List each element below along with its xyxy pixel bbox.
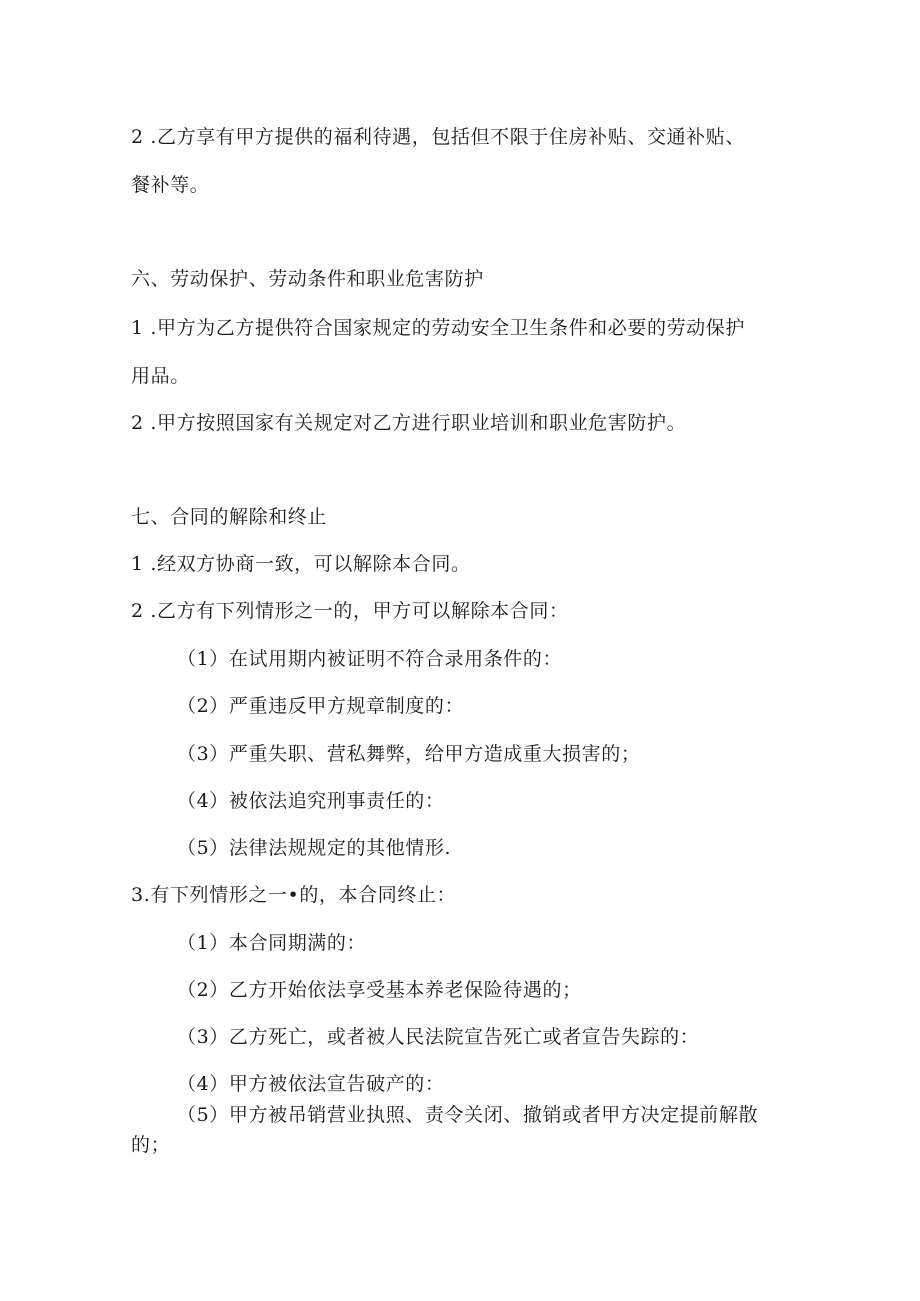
- paragraph-line: 2 .乙方有下列情形之一的，甲方可以解除本合同：: [131, 600, 569, 622]
- list-item: （2）严重违反甲方规章制度的：: [177, 695, 465, 717]
- paragraph-line: 2 .甲方按照国家有关规定对乙方进行职业培训和职业危害防护。: [131, 412, 687, 434]
- section-heading: 六、劳动保护、劳动条件和职业危害防护: [131, 268, 484, 290]
- list-item: （3）乙方死亡，或者被人民法院宣告死亡或者宣告失踪的：: [177, 1026, 700, 1048]
- list-item: （5）法律法规规定的其他情形.: [177, 837, 452, 859]
- paragraph-line: 1 .甲方为乙方提供符合国家规定的劳动安全卫生条件和必要的劳动保护: [131, 317, 745, 339]
- list-item: （2）乙方开始依法享受基本养老保险待遇的；: [177, 979, 582, 1001]
- paragraph-line: 餐补等。: [131, 174, 210, 196]
- list-item: （1）本合同期满的：: [177, 932, 367, 954]
- list-item: （4）甲方被依法宣告破产的：: [177, 1073, 445, 1095]
- section-heading: 七、合同的解除和终止: [131, 506, 328, 528]
- paragraph-line: 用品。: [131, 365, 190, 387]
- list-item: （4）被依法追究刑事责任的：: [177, 790, 445, 812]
- paragraph-line: 3.有下列情形之一•的，本合同终止：: [131, 884, 457, 906]
- paragraph-line: 1 .经双方协商一致，可以解除本合同。: [131, 553, 471, 575]
- list-item: （1）在试用期内被证明不符合录用条件的：: [177, 648, 563, 670]
- paragraph-line: 2 .乙方享有甲方提供的福利待遇，包括但不限于住房补贴、交通补贴、: [131, 126, 745, 148]
- paragraph-line: 的；: [131, 1134, 171, 1156]
- list-item: （5）甲方被吊销营业执照、责令关闭、撤销或者甲方决定提前解散: [177, 1104, 759, 1126]
- list-item: （3）严重失职、营私舞弊，给甲方造成重大损害的；: [177, 743, 641, 765]
